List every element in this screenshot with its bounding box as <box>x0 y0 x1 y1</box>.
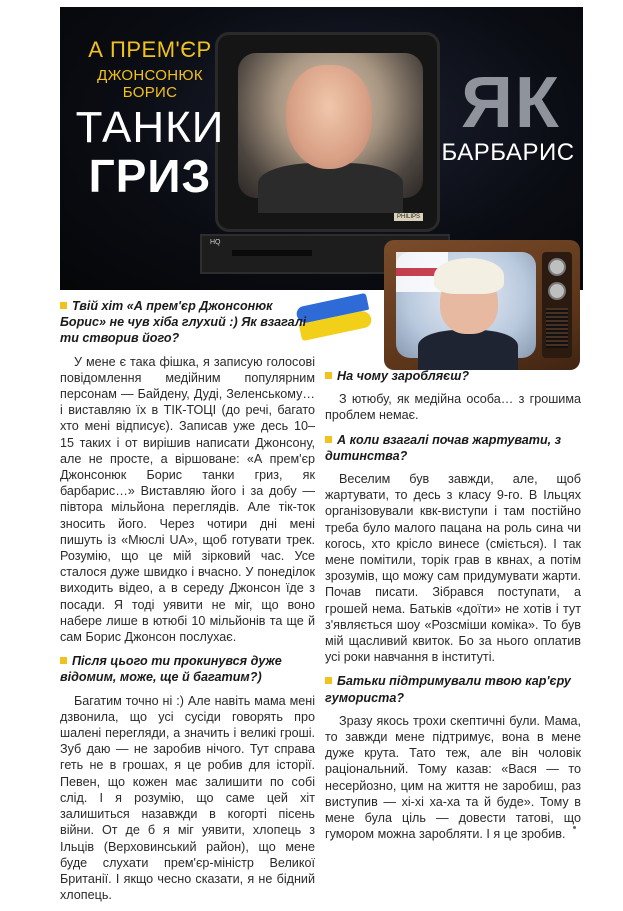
article-right-column <box>325 368 581 850</box>
speaker-grille <box>546 308 568 348</box>
tv-knob-icon <box>548 258 566 276</box>
hero-title <box>70 37 230 203</box>
hero-line-2: ДЖОНСОНЮК БОРИС <box>97 67 203 101</box>
photo-suit <box>418 330 518 370</box>
question-text: А коли взагалі почав жартувати, з дитинства? <box>325 432 562 463</box>
retro-tv <box>215 32 440 232</box>
article-left-column <box>60 298 315 911</box>
interview-answer: Зразу якось трохи скептичні були. Мама, то завжди мене підтримує, вона в мене дуже крута. Тато теж, але він чоловік раціональний. Тому казав: «Вася — то несерйозно, цим на життя не заробиш, раз виступив — хі-хі ха-ха та й буде». Тому в мене була ціль — довести татові, що гумором можна заробляти. І я це зробив. <box>325 713 581 842</box>
question-text: Твій хіт «А прем'єр Джонсонюк Борис» не чув хіба глухий :) Як взагалі ти створив його? <box>60 299 307 346</box>
small-retro-tv <box>384 240 580 370</box>
photo-face <box>286 65 372 169</box>
interview-question <box>60 298 315 347</box>
interview-question <box>325 673 581 705</box>
question-text: На чому заробляєш? <box>337 369 470 383</box>
hero-barbarys: БАРБАРИС <box>441 139 575 166</box>
tv-brand-badge: PHILIPS <box>394 213 423 221</box>
interview-answer: З ютюбу, як медійна особа… з грошима проблем немає. <box>325 392 581 423</box>
interview-answer: У мене є така фішка, я записую голосові повідомлення медійним популярним персонам — Байдену, Дуді, Зеленському… і виставляю їх в ТІК-ТОЦІ (до речі, багато хто мені відписує). Записав уже десь 10–15 таких і от вирішив написати Джонсону, але не просте, а віршоване: «А прем'єр Джонсонюк Борис танки гриз, як барбарис…» Виставляю його і за добу — півтора мільйона переглядів. Але тік-ток зносить його. Через чотири дні мені пишуть із «Мюслі UA», щоб готувати трек. Розумію, що це мій зірковий час. Усе сталося дуже швидко і вчасно. У понеділок виходить відео, а в середу Джонсон їде з посади. Я тоді уявити не міг, що воно наберe лише в ютюбі 10 мільйонів та ще й сам Борис Джонсон послухає. <box>60 354 315 645</box>
question-marker-icon <box>60 657 67 664</box>
hero-line-4: ГРИЗ <box>88 150 212 202</box>
interview-answer: Веселим був завжди, але, щоб жартувати, то десь з класу 9-го. В Ільцях організовували квк-виступи і там постійно треба було малого пацана на роль сина чи когось, хто крісло винесе (сміється). І так мене помітили, торік грав в квнах, а потім зрозумів, що можу сам придумувати жарти. Почав писати. Зібрався поступати, а грошей нема. Батьків «доїти» не хотів і тут з'являється шоу «Розсміши коміка». То був мій щасливий квиток. Бо за нього оплатив усі роки навчання в інституті. <box>325 472 581 665</box>
photo-shirt <box>258 163 403 213</box>
vcr-slot <box>232 250 312 256</box>
question-marker-icon <box>325 372 332 379</box>
interview-answer: Багатим точно ні :) Але навіть мама мені дзвонила, що усі сусіди говорять про шалені перегляди, а значить і великі гроші. Зуб даю — не заробив нічого. Тут справа геть не в грошах, я це робив для історії. Певен, що кожен має залишити по собі слід. І я розумію, що саме цей хіт залишиться назавжди в когорті пісень війни. От де б я міг уявити, хлопець з Ільців (Верховинський район), що мене буде слухати прем'єр-міністр Великої Британії. І якщо чесно сказати, я не бідний хлопець. <box>60 693 315 903</box>
question-text: Після цього ти прокинувся дуже відомим, може, ще й багатим?) <box>60 654 282 685</box>
question-marker-icon <box>60 302 67 309</box>
vcr-brand: HQ <box>210 239 221 246</box>
small-tv-screen-photo <box>396 252 536 358</box>
page-corner-dot <box>573 826 576 829</box>
hero-line-1: А ПРЕМ'ЄР <box>88 37 212 62</box>
question-marker-icon <box>325 677 332 684</box>
tv-screen-photo <box>238 53 423 198</box>
question-text: Батьки підтримували твою кар'єру гумориста? <box>325 674 571 705</box>
question-marker-icon <box>325 436 332 443</box>
tv-knob-icon <box>548 282 566 300</box>
interview-question <box>60 653 315 685</box>
tv-control-panel <box>542 252 572 358</box>
hero-yak: ЯК <box>461 63 561 143</box>
hero-line-3: ТАНКИ <box>75 103 225 152</box>
interview-question <box>325 368 581 384</box>
interview-question <box>325 432 581 464</box>
photo-hair <box>434 258 504 294</box>
